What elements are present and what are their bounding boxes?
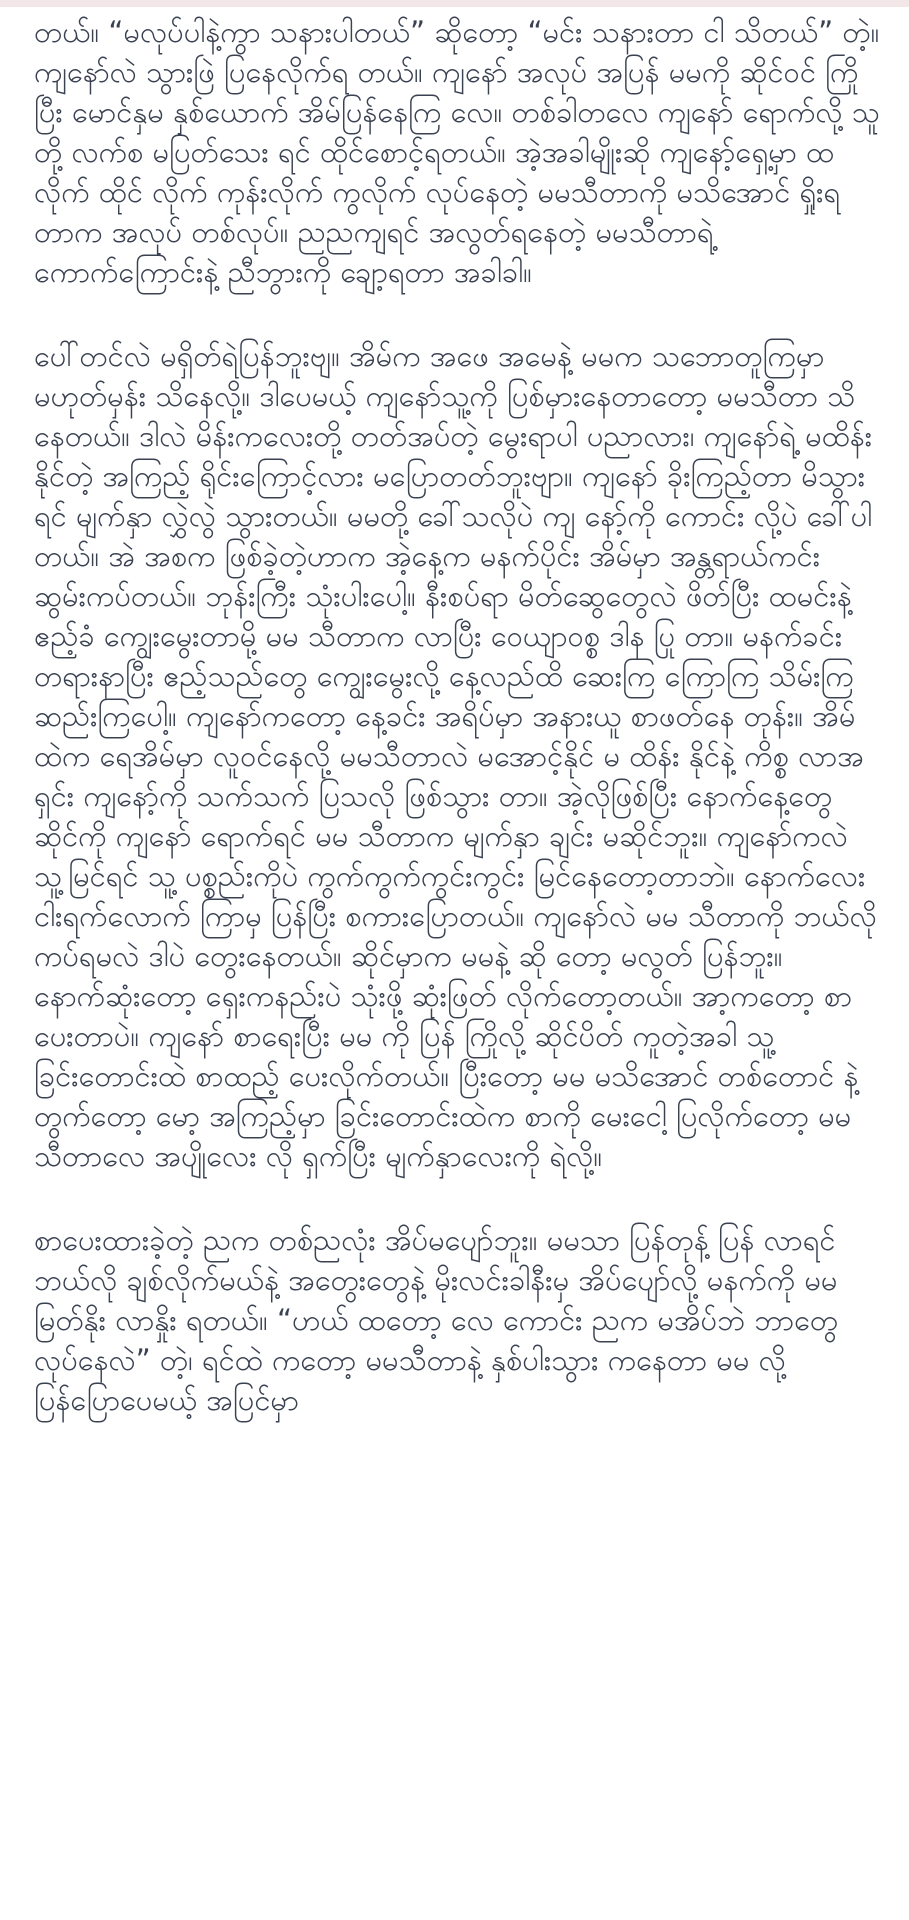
top-edge-strip bbox=[0, 0, 909, 7]
article-paragraph-1: တယ်။ “မလုပ်ပါနဲ့ကွာ သနားပါတယ်” ဆိုတော့ “မင်း သနားတာ ငါ သိတယ်” တဲ့။ ကျနော်လဲ သွားဖြဲ ပြနေလိုက်ရ တယ်။ ကျနော် အလုပ် အပြန် မမကို ဆိုင်ဝင် ကြိုပြီး မောင်နှမ နှစ်ယောက် အိမ်ပြန်နေကြ လေ။ တစ်ခါတလေ ကျနော် ရောက်လို့ သူတို့ လက်စ မပြတ်သေး ရင် ထိုင်စောင့်ရတယ်။ အဲ့အခါမျိုးဆို ကျနော့်ရှေ့မှာ ထလိုက် ထိုင် လိုက် ကုန်းလိုက် ကွလိုက် လုပ်နေတဲ့ မမသီတာကို မသိအောင် ရှိုးရ တာက အလုပ် တစ်လုပ်။ ညညကျရင် အလွတ်ရနေတဲ့ မမသီတာရဲ့ ကောက်ကြောင်းနဲ့ ညီဘွားကို ချော့ရတာ အခါခါ။ bbox=[34, 15, 880, 289]
article-paragraph-2: ပေါ်တင်လဲ မရှိတ်ရဲပြန်ဘူးဗျ။ အိမ်က အဖေ အမေနဲ့ မမက သဘောတူကြမှာ မဟုတ်မှန်း သိနေလို့။ ဒါပေမယ့် ကျနော်သူ့ကို ပြစ်မှားနေတာတော့ မမသီတာ သိနေတယ်။ ဒါလဲ မိန်းကလေးတို့ တတ်အပ်တဲ့ မွေးရာပါ ပညာလား၊ ကျနော်ရဲ့ မထိန်းနိုင်တဲ့ အကြည့် ရိုင်းကြောင့်လား မပြောတတ်ဘူးဗျာ။ ကျနော် ခိုးကြည့်တာ မိသွား ရင် မျက်နှာ လွှဲလွဲ သွားတယ်။ မမတို့ ခေါ်သလိုပဲ ကျ နော့်ကို ကောင်း လို့ပဲ ခေါ်ပါတယ်။ အဲ အစက ဖြစ်ခဲ့တဲ့ဟာက အဲ့နေ့က မနက်ပိုင်း အိမ်မှာ အန္တရာယ်ကင်း ဆွမ်းကပ်တယ်။ ဘုန်းကြီး သုံးပါးပေါ့။ နီးစပ်ရာ မိတ်ဆွေတွေလဲ ဖိတ်ပြီး ထမင်းနဲ့ ဧည့်ခံ ကျွေးမွေးတာမို့ မမ သီတာက လာပြီး ဝေယျာဝစ္စ ဒါန ပြု တာ။ မနက်ခင်း တရားနာပြီး ဧည့်သည်တွေ ကျွေးမွေးလို့ နေ့လည်ထိ ဆေးကြ ကြောကြ သိမ်းကြ ဆည်းကြပေါ့။ ကျနော်ကတော့ နေ့ခင်း အရိပ်မှာ အနားယူ စာဖတ်နေ တုန်း။ အိမ်ထဲက ရေအိမ်မှာ လူဝင်နေလို့ မမသီတာလဲ မအောင့်နိုင် မ ထိန်း နိုင်နဲ့ ကိစ္စ လာအ ရှင်း ကျနော့်ကို သက်သက် ပြသလို ဖြစ်သွား တာ။ အဲ့လိုဖြစ်ပြီး နောက်နေ့တွေ ဆိုင်ကို ကျနော် ရောက်ရင် မမ သီတာက မျက်နှာ ချင်း မဆိုင်ဘူး။ ကျနော်ကလဲ သူ့မြင်ရင် သူ့ ပစ္စည်းကိုပဲ ကွက်ကွက်ကွင်းကွင်း မြင်နေတော့တာဘဲ။ နောက်လေး ငါးရက်လောက် ကြာမှ ပြန်ပြီး စကားပြောတယ်။ ကျနော်လဲ မမ သီတာကို ဘယ်လို ကပ်ရမလဲ ဒါပဲ တွေးနေတယ်။ ဆိုင်မှာက မမနဲ့ ဆို တော့ မလွတ် ပြန်ဘူး။ နောက်ဆုံးတော့ ရှေးကနည်းပဲ သုံးဖို့ ဆုံးဖြတ် လိုက်တော့တယ်။ အာ့ကတော့ စာပေးတာပဲ။ ကျနော် စာရေးပြီး မမ ကို ပြန် ကြိုလို့ ဆိုင်ပိတ် ကူတဲ့အခါ သူ့ခြင်းတောင်းထဲ စာထည့် ပေးလိုက်တယ်။ ပြီးတော့ မမ မသိအောင် တစ်တောင် နဲ့ တွက်တော့ မော့ အကြည့်မှာ ခြင်းတောင်းထဲက စာကို မေးငေါ့ ပြလိုက်တော့ မမ သီတာလေ အပျိုလေး လို ရှက်ပြီး မျက်နှာလေးကို ရဲလို့။ bbox=[34, 339, 877, 1173]
article-body bbox=[34, 12, 880, 1464]
article-paragraph-3: စာပေးထားခဲ့တဲ့ ညက တစ်ညလုံး အိပ်မပျော်ဘူး။ မမသာ ပြန်တုန့် ပြန် လာရင် ဘယ်လို ချစ်လိုက်မယ်နဲ့ အတွေးတွေနဲ့ မိုးလင်းခါနီးမှ အိပ်ပျော်လို့ မနက်ကို မမမြတ်နိုး လာနှိုး ရတယ်။ “ဟယ် ထတော့ လေ ကောင်း ညက မအိပ်ဘဲ ဘာတွေ လုပ်နေလဲ” တဲ့၊ ရင်ထဲ ကတော့ မမသီတာနဲ့ နှစ်ပါးသွား ကနေတာ မမ လို့ ပြန်ပြောပေမယ့် အပြင်မှာ bbox=[34, 1223, 839, 1417]
